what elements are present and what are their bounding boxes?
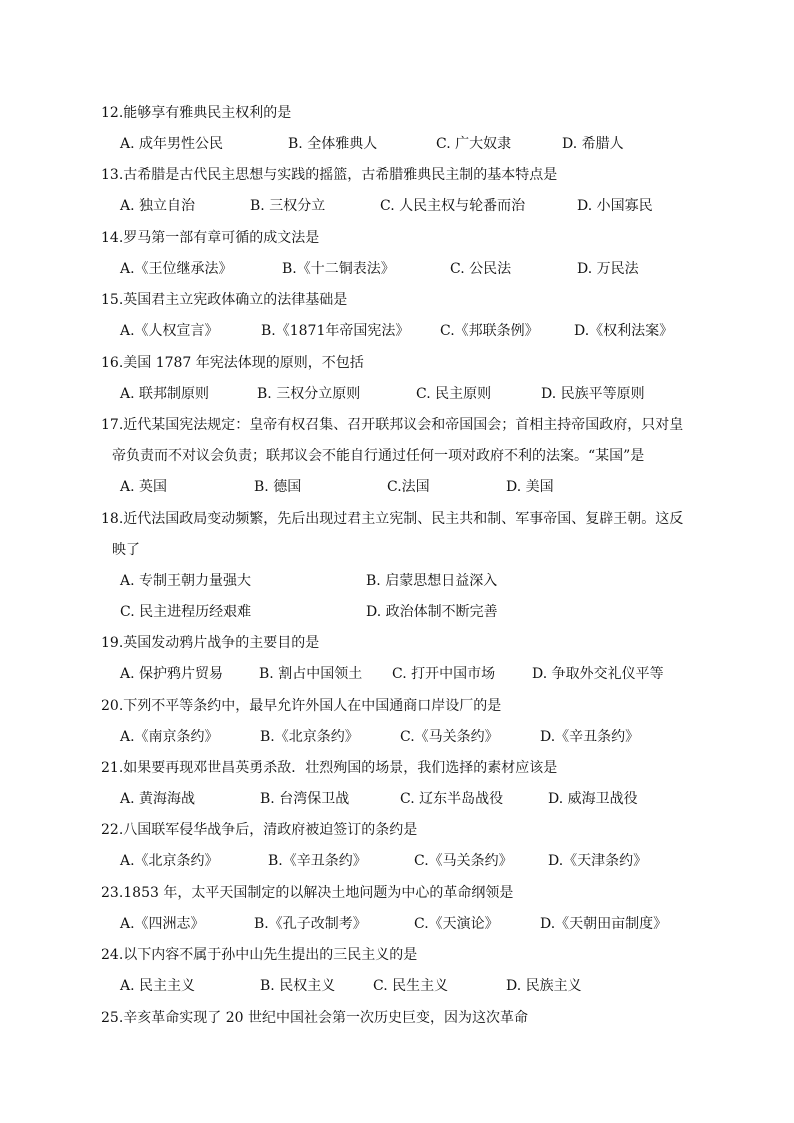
- option-a: A.《王位继承法》: [120, 261, 233, 277]
- option-b: B.《辛丑条约》: [268, 853, 367, 869]
- question-stem: 25.辛亥革命实现了 20 世纪中国社会第一次历史巨变，因为这次革命: [101, 1010, 528, 1026]
- question-stem: 20.下列不平等条约中，最早允许外国人在中国通商口岸设厂的是: [101, 698, 502, 714]
- option-c: C. 民主原则: [416, 386, 492, 402]
- option-d: D. 民族平等原则: [541, 386, 645, 402]
- option-a: A. 成年男性公民: [120, 136, 224, 152]
- option-d: D.《天朝田亩制度》: [540, 916, 668, 932]
- option-b: B.《1871年帝国宪法》: [261, 323, 410, 339]
- option-c: C. 民生主义: [373, 978, 449, 994]
- question-stem: 14.罗马第一部有章可循的成文法是: [101, 230, 320, 246]
- option-b: B. 三权分立: [250, 198, 326, 214]
- option-d: D. 争取外交礼仪平等: [532, 666, 664, 682]
- option-a: A.《人权宣言》: [120, 323, 219, 339]
- option-d: D. 政治体制不断完善: [366, 604, 498, 620]
- option-b: B. 全体雅典人: [288, 136, 378, 152]
- option-b: B.《北京条约》: [260, 729, 359, 745]
- option-d: D. 小国寡民: [577, 198, 653, 214]
- option-a: A. 黄海海战: [120, 791, 196, 807]
- option-d: D. 民族主义: [506, 978, 582, 994]
- question-stem-line-2: 映了: [112, 542, 140, 558]
- option-d: D.《权利法案》: [574, 323, 674, 339]
- option-c: C.法国: [387, 479, 430, 495]
- option-d: D.《辛丑条约》: [540, 729, 640, 745]
- option-d: D. 威海卫战役: [548, 791, 638, 807]
- option-a: A. 英国: [120, 479, 168, 495]
- option-a: A. 联邦制原则: [120, 386, 210, 402]
- option-a: A.《四洲志》: [120, 916, 205, 932]
- option-b: B.《孔子改制考》: [254, 916, 367, 932]
- option-b: B. 德国: [254, 479, 302, 495]
- option-c: C. 打开中国市场: [392, 666, 496, 682]
- option-c: C.《马关条约》: [400, 729, 499, 745]
- question-stem: 13.古希腊是古代民主思想与实践的摇篮，古希腊雅典民主制的基本特点是: [101, 167, 558, 183]
- option-c: C. 人民主权与轮番而治: [380, 198, 526, 214]
- option-a: A.《南京条约》: [120, 729, 219, 745]
- option-d: D. 美国: [506, 479, 554, 495]
- option-c: C. 民主进程历经艰难: [120, 604, 252, 620]
- option-b: B. 割占中国领土: [259, 666, 363, 682]
- option-a: A.《北京条约》: [120, 853, 219, 869]
- question-stem: 15.英国君主立宪政体确立的法律基础是: [101, 292, 348, 308]
- question-stem: 19.英国发动鸦片战争的主要目的是: [101, 635, 320, 651]
- question-stem: 23.1853 年，太平天国制定的以解决土地问题为中心的革命纲领是: [101, 885, 514, 901]
- option-a: A. 民主主义: [120, 978, 196, 994]
- option-d: D.《天津条约》: [548, 853, 648, 869]
- option-a: A. 独立自治: [120, 198, 196, 214]
- question-stem: 21.如果要再现邓世昌英勇杀敌．壮烈殉国的场景，我们选择的素材应该是: [101, 760, 558, 776]
- option-a: A. 专制王朝力量强大: [120, 573, 252, 589]
- option-b: B.《十二铜表法》: [282, 261, 395, 277]
- option-b: B. 台湾保卫战: [260, 791, 350, 807]
- question-stem-line-1: 17.近代某国宪法规定：皇帝有权召集、召开联邦议会和帝国国会；首相主持帝国政府，只对皇: [101, 417, 684, 433]
- question-stem-line-2: 帝负责而不对议会负责；联邦议会不能自行通过任何一项对政府不利的法案。“某国”是: [112, 448, 645, 464]
- option-c: C. 公民法: [450, 261, 512, 277]
- option-c: C.《邦联条例》: [440, 323, 539, 339]
- question-stem: 22.八国联军侵华战争后，清政府被迫签订的条约是: [101, 822, 418, 838]
- option-d: D. 希腊人: [562, 136, 624, 152]
- option-c: C. 广大奴隶: [436, 136, 512, 152]
- option-d: D. 万民法: [577, 261, 639, 277]
- option-b: B. 启蒙思想日益深入: [366, 573, 498, 589]
- question-stem: 24.以下内容不属于孙中山先生提出的三民主义的是: [101, 947, 418, 963]
- option-b: B. 民权主义: [260, 978, 336, 994]
- option-b: B. 三权分立原则: [257, 386, 361, 402]
- option-c: C. 辽东半岛战役: [400, 791, 504, 807]
- question-stem: 16.美国 1787 年宪法体现的原则，不包括: [101, 355, 364, 371]
- option-a: A. 保护鸦片贸易: [120, 666, 224, 682]
- question-stem: 12.能够享有雅典民主权利的是: [101, 105, 292, 121]
- option-c: C.《马关条约》: [414, 853, 513, 869]
- option-c: C.《天演论》: [414, 916, 499, 932]
- question-stem-line-1: 18.近代法国政局变动频繁，先后出现过君主立宪制、民主共和制、军事帝国、复辟王朝。这反: [101, 511, 684, 527]
